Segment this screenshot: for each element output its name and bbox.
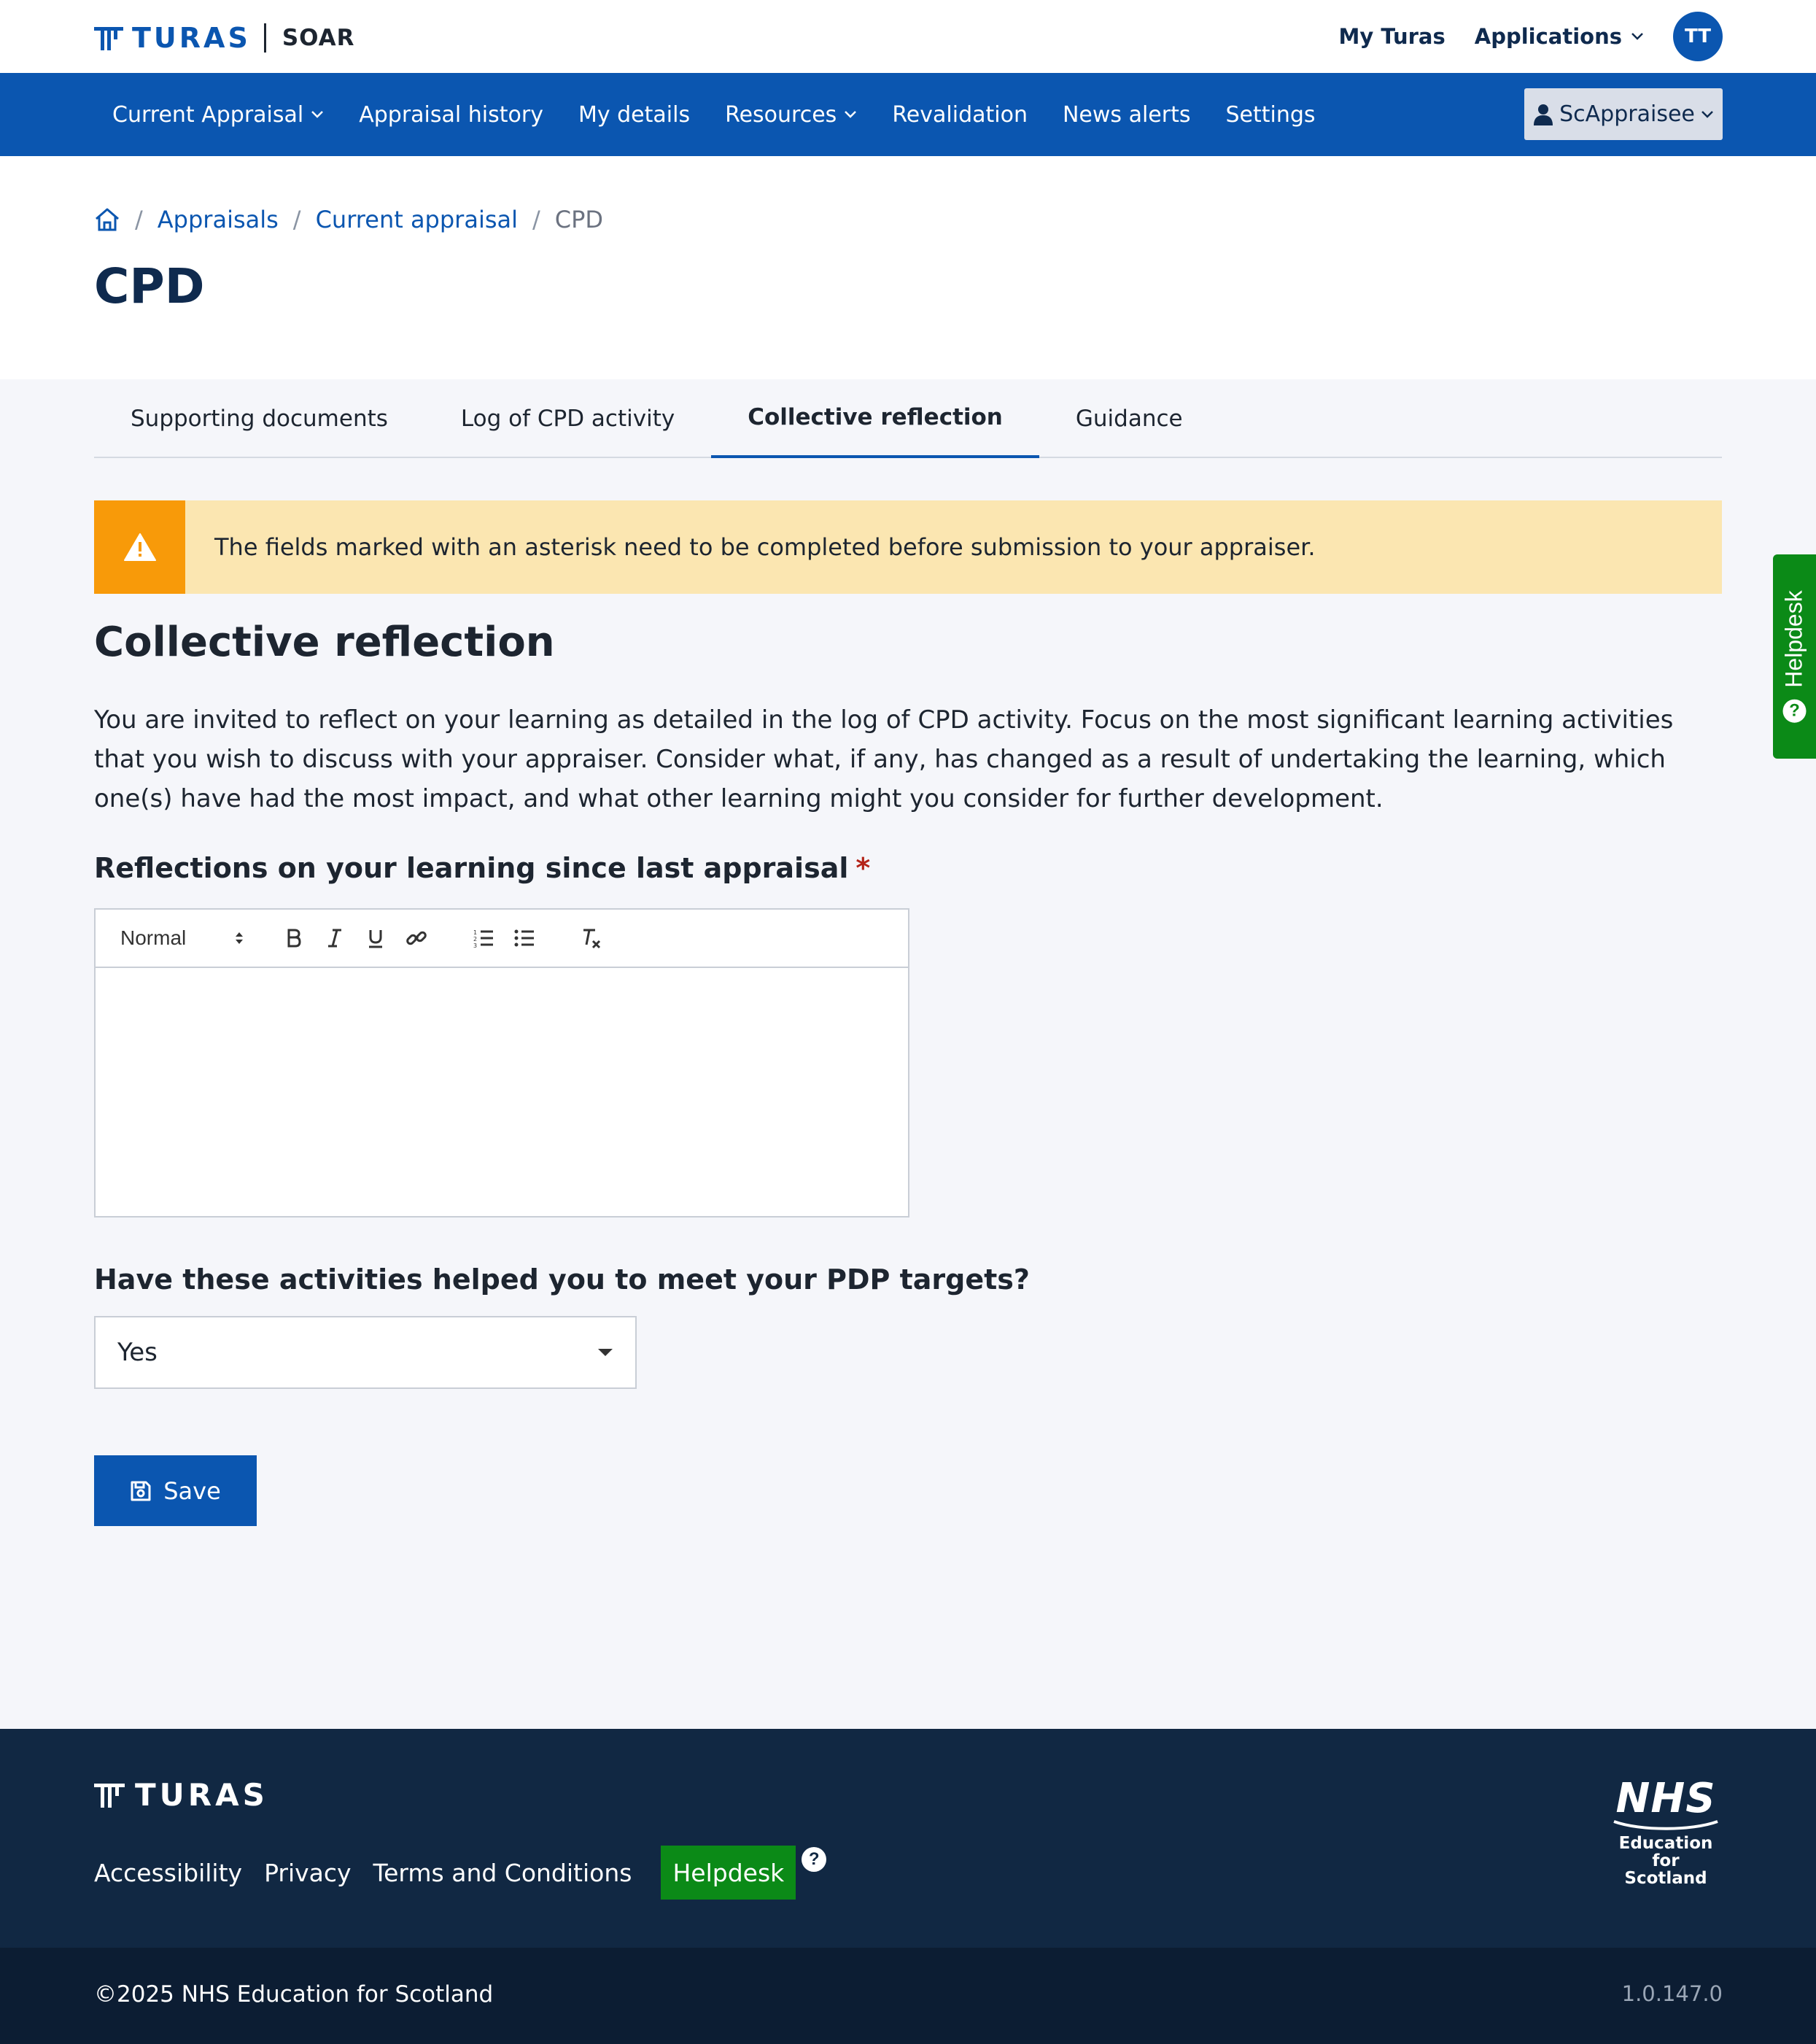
- nav-resources[interactable]: [707, 102, 874, 128]
- warning-alert: [94, 500, 1722, 594]
- footer-brand-name: TURAS: [135, 1777, 268, 1813]
- section-intro: You are invited to reflect on your learning as detailed in the log of CPD activity. Focus on the most significant learning activities that you wish to discuss with your appraiser. Consider what, if any, has changed as a result of undertaking the learning, which one(s) have had the most impact, and what other learning might you consider for further development.: [94, 705, 1674, 813]
- my-turas-link[interactable]: My Turas: [1338, 24, 1446, 49]
- page-header: [0, 156, 1816, 379]
- section-title: Collective reflection: [94, 619, 555, 666]
- nav-label: Settings: [1225, 101, 1316, 128]
- applications-menu[interactable]: [1475, 24, 1644, 49]
- save-button[interactable]: [94, 1455, 257, 1526]
- top-header: [0, 0, 1816, 73]
- svg-text:3: 3: [473, 942, 478, 948]
- clear-formatting-icon: [581, 927, 602, 949]
- breadcrumb-separator: /: [292, 206, 301, 233]
- italic-button[interactable]: [314, 918, 355, 959]
- ordered-list-button[interactable]: [463, 918, 504, 959]
- caret-down-icon: [597, 1347, 613, 1358]
- ordered-list-icon: [473, 928, 494, 948]
- chevron-down-icon: [311, 110, 324, 119]
- avatar[interactable]: [1673, 12, 1723, 61]
- footer-links: [94, 1846, 826, 1900]
- nav-current-appraisal[interactable]: [94, 102, 341, 128]
- reflection-editor-body[interactable]: [96, 968, 908, 1216]
- pdp-targets-select-value: Yes: [117, 1338, 158, 1367]
- turas-logo[interactable]: [94, 20, 355, 55]
- tab-log-of-cpd-activity[interactable]: Log of CPD activity: [460, 406, 675, 432]
- nav-label: News alerts: [1062, 101, 1191, 128]
- alert-icon-box: [94, 500, 185, 594]
- nav-news-alerts[interactable]: [1045, 102, 1208, 128]
- nhs-swoosh-icon: [1611, 1819, 1720, 1831]
- breadcrumb: [94, 201, 603, 238]
- pdp-targets-select[interactable]: [94, 1316, 637, 1389]
- breadcrumb-separator: /: [135, 206, 143, 233]
- select-arrows-icon: [234, 930, 244, 946]
- footer-turas-logo: [94, 1777, 268, 1813]
- underline-icon: [367, 928, 384, 948]
- tab-collective-reflection[interactable]: Collective reflection: [711, 379, 1039, 458]
- nes-line-1: Education: [1618, 1834, 1713, 1853]
- help-icon: ?: [1782, 700, 1806, 723]
- reflection-label-text: Reflections on your learning since last appraisal: [94, 852, 849, 884]
- nav-label: Revalidation: [892, 101, 1028, 128]
- user-icon: [1533, 104, 1553, 125]
- footer-bottom-bar: [0, 1948, 1816, 2044]
- bold-icon: [285, 928, 303, 948]
- svg-text:1: 1: [473, 929, 478, 936]
- link-button[interactable]: [396, 918, 437, 959]
- nav-revalidation[interactable]: [874, 102, 1045, 128]
- save-icon-wrap: [130, 1480, 152, 1502]
- svg-text:2: 2: [473, 936, 478, 942]
- bullet-list-button[interactable]: [504, 918, 545, 959]
- tab-supporting-documents[interactable]: Supporting documents: [131, 406, 388, 432]
- floppy-disk-icon: [130, 1480, 152, 1502]
- helpdesk-side-tab[interactable]: [1773, 554, 1816, 759]
- nav-label: Appraisal history: [359, 101, 543, 128]
- nav-label: Current Appraisal: [112, 101, 304, 128]
- help-icon: ?: [802, 1847, 826, 1872]
- tab-guidance[interactable]: Guidance: [1075, 406, 1183, 432]
- nav-appraisal-history[interactable]: [341, 102, 561, 128]
- nav-settings[interactable]: [1208, 102, 1332, 128]
- breadcrumb-cpd: CPD: [554, 206, 604, 233]
- brand-divider: [264, 23, 266, 53]
- format-select-value: Normal: [120, 926, 187, 949]
- format-select[interactable]: [120, 926, 244, 950]
- footer-link-accessibility[interactable]: Accessibility: [94, 1858, 243, 1887]
- app-name: SOAR: [282, 25, 355, 51]
- required-asterisk: *: [855, 852, 871, 884]
- footer-link-privacy[interactable]: Privacy: [264, 1858, 352, 1887]
- app-version: 1.0.147.0: [1621, 1981, 1723, 2006]
- nav-my-details[interactable]: [561, 102, 707, 128]
- breadcrumb-appraisals[interactable]: Appraisals: [157, 206, 279, 233]
- reflection-label: [94, 852, 870, 884]
- tab-bar: [94, 379, 1722, 458]
- link-icon: [406, 927, 427, 949]
- footer-helpdesk-button[interactable]: Helpdesk: [661, 1846, 796, 1900]
- nes-line-3: Scotland: [1624, 1869, 1707, 1888]
- top-right-menu: [1339, 11, 1723, 62]
- reflection-editor: [94, 908, 909, 1218]
- helpdesk-side-label: Helpdesk: [1780, 590, 1807, 688]
- editor-toolbar: [96, 910, 908, 968]
- breadcrumb-current-appraisal[interactable]: Current appraisal: [315, 206, 518, 233]
- alert-text: The fields marked with an asterisk need to be completed before submission to your appraiser.: [214, 533, 1316, 561]
- helpdesk-side-content: [1781, 590, 1808, 722]
- save-label: Save: [163, 1476, 221, 1505]
- user-name: ScAppraisee: [1559, 101, 1695, 127]
- underline-button[interactable]: [355, 918, 396, 959]
- turas-mark-icon: [94, 26, 123, 50]
- bullet-list-icon: [513, 928, 535, 948]
- footer-link-terms[interactable]: Terms and Conditions: [373, 1858, 632, 1887]
- nes-line-2: for: [1652, 1851, 1680, 1870]
- warning-icon: [123, 533, 157, 562]
- main-nav: [0, 73, 1816, 156]
- breadcrumb-separator: /: [532, 206, 540, 233]
- brand-name: TURAS: [132, 22, 251, 54]
- home-icon[interactable]: [94, 207, 120, 232]
- chevron-down-icon: [844, 110, 857, 119]
- user-menu-button[interactable]: [1524, 88, 1723, 140]
- copyright: ©2025 NHS Education for Scotland: [94, 1981, 494, 2008]
- footer: [0, 1729, 1816, 1948]
- applications-label: Applications: [1474, 24, 1622, 49]
- chevron-down-icon: [1631, 32, 1644, 41]
- italic-icon: [326, 928, 344, 948]
- avatar-initials: TT: [1684, 26, 1712, 47]
- chevron-down-icon: [1701, 110, 1714, 119]
- clear-formatting-button[interactable]: [571, 918, 612, 959]
- bold-button[interactable]: [273, 918, 314, 959]
- nav-label: Resources: [725, 101, 837, 128]
- nav-label: My details: [578, 101, 691, 128]
- page-title: CPD: [94, 258, 205, 314]
- pdp-question-label: Have these activities helped you to meet your PDP targets?: [94, 1263, 1030, 1296]
- nhs-education-scotland-logo: [1607, 1775, 1724, 1888]
- turas-mark-icon: [94, 1782, 125, 1808]
- nhs-wordmark: NHS: [1615, 1775, 1716, 1822]
